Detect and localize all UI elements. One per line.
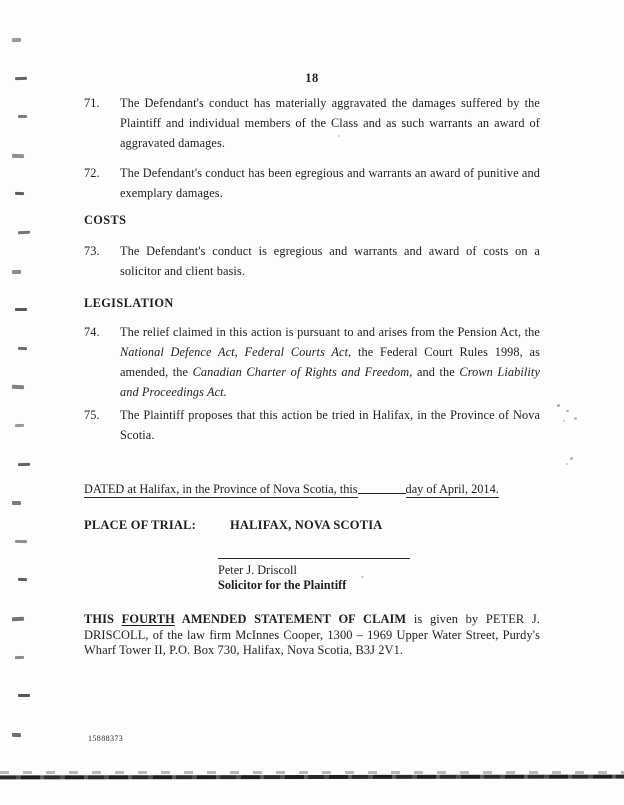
closing-segment: is given by PETER J. DRISCOLL, of the law firm McInnes Cooper, 1300 – 1969 Upper Water Street, Purdy's Wharf Tower II, P.O. Box 730, Halifax, Nova Scotia, B3J 2V1.: [84, 612, 540, 657]
place-of-trial-label: PLACE OF TRIAL:: [84, 518, 197, 532]
paragraph-text: The Plaintiff proposes that this action be tried in Halifax, in the Province of Nova Scotia.: [120, 408, 540, 442]
scan-speck: [574, 417, 577, 420]
legislation-heading: LEGISLATION: [84, 296, 174, 310]
costs-heading: COSTS: [84, 213, 127, 227]
signature-name: Peter J. Driscoll: [218, 563, 297, 577]
scan-speck: [557, 404, 560, 407]
paragraph-number: 73.: [84, 244, 100, 258]
signature-line: [218, 558, 410, 559]
dated-blank-day-space: [358, 482, 406, 494]
paragraph-text: The Defendant's conduct has been egregious and warrants an award of punitive and exemplary damages.: [120, 166, 540, 200]
italic-act-names: Canadian Charter of Rights and Freedom,: [192, 365, 413, 379]
paragraph-text: [120, 322, 540, 402]
paragraph-71: [84, 93, 540, 153]
paragraph-text: The Defendant's conduct is egregious and warrants and award of costs on a solicitor and client basis.: [120, 244, 540, 278]
scan-mark: [12, 733, 21, 737]
text-segment: the Federal Court Rules 1998, as amended, the: [120, 345, 540, 379]
scan-speck: [566, 463, 568, 465]
scan-speck: [566, 410, 569, 412]
closing-segment: THIS: [84, 612, 122, 626]
scan-speck: [338, 135, 340, 137]
paragraph-74: [84, 322, 540, 402]
scan-bottom-edge: [0, 775, 624, 780]
paragraph-73: [84, 241, 540, 281]
place-of-trial-row: [84, 516, 540, 534]
scan-speck: [361, 576, 364, 578]
document-id-number: 15888373: [88, 734, 124, 743]
italic-act-names: Crown Liability and Proceedings Act.: [120, 365, 541, 399]
paragraph-number: 74.: [84, 325, 100, 339]
text-segment: and the: [412, 365, 460, 379]
closing-paragraph: [84, 612, 540, 659]
dated-line: [84, 480, 540, 498]
scan-speck: [563, 420, 565, 422]
place-of-trial-value: HALIFAX, NOVA SCOTIA: [230, 518, 383, 532]
paragraph-number: 75.: [84, 408, 100, 422]
scan-speck: [521, 414, 525, 417]
dated-suffix: day of April, 2014.: [405, 482, 499, 496]
paragraph-number: 72.: [84, 166, 100, 180]
dated-prefix: DATED at Halifax, in the Province of Nova Scotia, this: [84, 482, 358, 496]
italic-act-names: National Defence Act, Federal Courts Act,: [120, 345, 352, 359]
paragraph-text: The Defendant's conduct has materially aggravated the damages suffered by the Plaintiff and individual members of the Class and as such warrants an award of aggravated damages.: [120, 96, 540, 150]
paragraph-72: [84, 163, 540, 203]
paragraph-75: [84, 405, 540, 445]
text-segment: The relief claimed in this action is pursuant to and arises from the Pension Act, the: [120, 325, 540, 339]
scan-mark: [18, 694, 30, 697]
signature-block: [218, 558, 540, 593]
closing-segment: AMENDED STATEMENT OF CLAIM: [174, 612, 407, 626]
closing-fourth-underlined: FOURTH: [121, 612, 175, 626]
scan-speck: [494, 621, 496, 623]
scan-speck: [570, 457, 573, 460]
page-number: 18: [305, 71, 319, 85]
paragraph-number: 71.: [84, 96, 100, 110]
signature-role: Solicitor for the Plaintiff: [218, 578, 347, 592]
scan-bottom-haze: [0, 771, 624, 774]
